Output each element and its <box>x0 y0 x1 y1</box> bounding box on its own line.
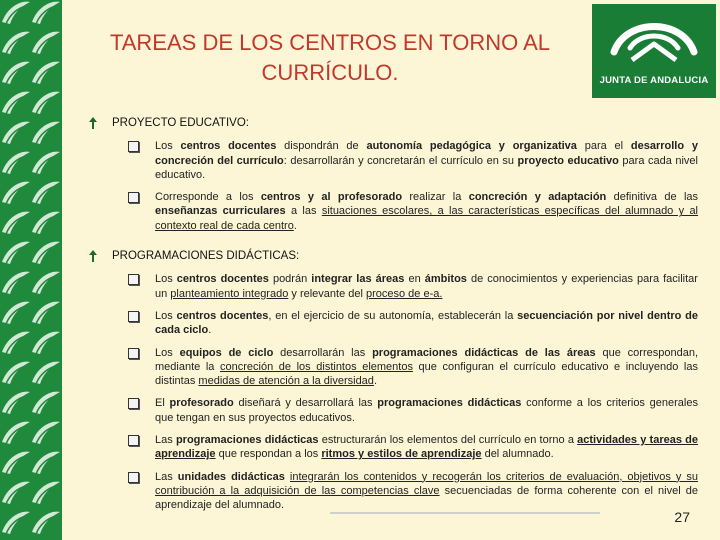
list-item <box>86 139 698 182</box>
text-run: de conocimientos y experiencias para facilitar un <box>155 273 698 300</box>
list-item <box>86 346 698 389</box>
text-run: Los <box>155 346 180 359</box>
text-run: El <box>155 397 170 410</box>
checkbox-bullet-icon <box>128 141 139 152</box>
list-item <box>86 396 698 425</box>
checkbox-bullet-icon <box>128 348 139 359</box>
slide-title-line1: TAREAS DE LOS CENTROS EN TORNO AL <box>109 30 551 55</box>
text-run: ámbitos <box>424 273 467 286</box>
text-run: centros y al profesorado <box>260 191 403 204</box>
text-run: concreción de los distintos elementos <box>220 360 413 373</box>
text-run: unidades didácticas <box>177 470 285 483</box>
list-item <box>86 470 698 513</box>
leaf-pattern-icon <box>0 0 62 540</box>
text-run: ritmos y estilos de aprendizaje <box>321 448 482 461</box>
text-run: y relevante del <box>288 287 366 300</box>
text-run: centros docentes <box>180 140 277 153</box>
logo-text: JUNTA DE ANDALUCIA <box>599 75 709 86</box>
text-run: actividades y tareas de aprendizaje <box>155 434 698 461</box>
checkbox-bullet-icon <box>128 274 139 285</box>
junta-de-andalucia-logo <box>592 4 716 98</box>
text-run: . <box>293 219 297 232</box>
text-run: , en el ejercicio de su autonomía, establecerán la <box>268 309 518 322</box>
text-run: . <box>208 324 212 337</box>
text-run: que correspondan, mediante la <box>155 346 699 373</box>
text-run: conforme a los criterios generales que tengan en sus proyectos educativos. <box>155 397 698 424</box>
text-run: diseñará y desarrollará las <box>233 397 378 410</box>
bullet-arrow-icon <box>88 250 98 262</box>
text-run: en <box>404 273 425 286</box>
bullet-arrow-icon <box>88 117 98 129</box>
slide-content <box>86 116 698 529</box>
text-run: Los <box>155 273 177 286</box>
text-run: secuenciación por nivel dentro de cada ciclo <box>155 309 698 337</box>
text-run: para cada nivel educativo. <box>155 154 698 181</box>
text-run: concreción y adaptación <box>468 191 607 204</box>
text-run: que respondan a los <box>215 448 322 461</box>
decorative-left-band <box>0 0 62 540</box>
text-run: . <box>373 375 377 388</box>
checkbox-bullet-icon <box>128 311 139 322</box>
section <box>86 116 698 233</box>
item-list <box>86 139 698 233</box>
footer-divider <box>330 512 600 514</box>
text-run: programaciones didácticas <box>377 397 522 410</box>
text-run: desarrollarán las <box>273 346 373 359</box>
text-run: estructurarán los elementos del currículo en torno a <box>318 434 578 447</box>
text-run: enseñanzas curriculares <box>155 205 286 218</box>
text-run: integrar las áreas <box>311 273 405 286</box>
section-heading-text: PROYECTO EDUCATIVO: <box>112 117 249 129</box>
text-run: dispondrán de <box>276 140 367 153</box>
text-run: centros docentes <box>176 273 269 286</box>
text-run: integrarán los contenidos y recogerán los criterios de evaluación, objetivos y su contribución a la adquisición de las competencias clave <box>155 470 698 497</box>
text-run: autonomía pedagógica y organizativa <box>366 140 577 153</box>
text-run: programaciones didácticas de las áreas <box>372 346 596 359</box>
checkbox-bullet-icon <box>128 398 139 409</box>
checkbox-bullet-icon <box>128 472 139 483</box>
list-item <box>86 190 698 233</box>
text-run: a las <box>285 205 322 218</box>
text-run: Los <box>155 140 181 153</box>
item-list <box>86 272 698 512</box>
text-run: proceso de e-a. <box>365 287 443 300</box>
checkbox-bullet-icon <box>128 435 139 446</box>
text-run: Las <box>155 434 176 447</box>
section-heading-text: PROGRAMACIONES DIDÁCTICAS: <box>112 250 300 263</box>
slide-title-line2: CURRÍCULO. <box>261 60 399 85</box>
text-run: : desarrollarán y concretarán el currículo en su <box>283 154 518 167</box>
slide-title <box>70 28 590 88</box>
text-run: planteamiento integrado <box>170 287 289 300</box>
list-item <box>86 309 698 338</box>
section-heading <box>86 249 698 263</box>
text-run: situaciones escolares, a las características específicas del alumnado y al contexto real de cada centro <box>155 205 699 232</box>
text-run: programaciones didácticas <box>175 434 319 447</box>
text-run: definitiva de las <box>606 191 699 204</box>
text-run: desarrollo y concreción del currículo <box>155 140 698 167</box>
text-run: Las <box>155 470 178 483</box>
text-run: del alumnado. <box>481 448 554 461</box>
list-item <box>86 433 698 462</box>
text-run: medidas de atención a la diversidad <box>198 375 374 388</box>
page-number: 27 <box>674 509 690 525</box>
text-run: centros docentes <box>176 309 269 322</box>
text-run: Los <box>155 309 177 322</box>
section <box>86 249 698 512</box>
text-run: para el <box>576 140 631 153</box>
junta-emblem-icon <box>592 4 716 74</box>
section-heading <box>86 116 698 130</box>
text-run: proyecto educativo <box>517 154 619 167</box>
text-run: secuenciadas de forma coherente con el nivel de aprendizaje del alumnado. <box>155 484 698 512</box>
text-run: Corresponde a los <box>155 191 261 204</box>
text-run: realizar la <box>402 191 469 204</box>
text-run: profesorado <box>169 397 234 410</box>
text-run: equipos de ciclo <box>179 346 274 359</box>
text-run: podrán <box>268 273 312 286</box>
text-run: que configuran el currículo educativo e incluyendo las distintas <box>155 360 698 388</box>
list-item <box>86 272 698 301</box>
checkbox-bullet-icon <box>128 192 139 203</box>
